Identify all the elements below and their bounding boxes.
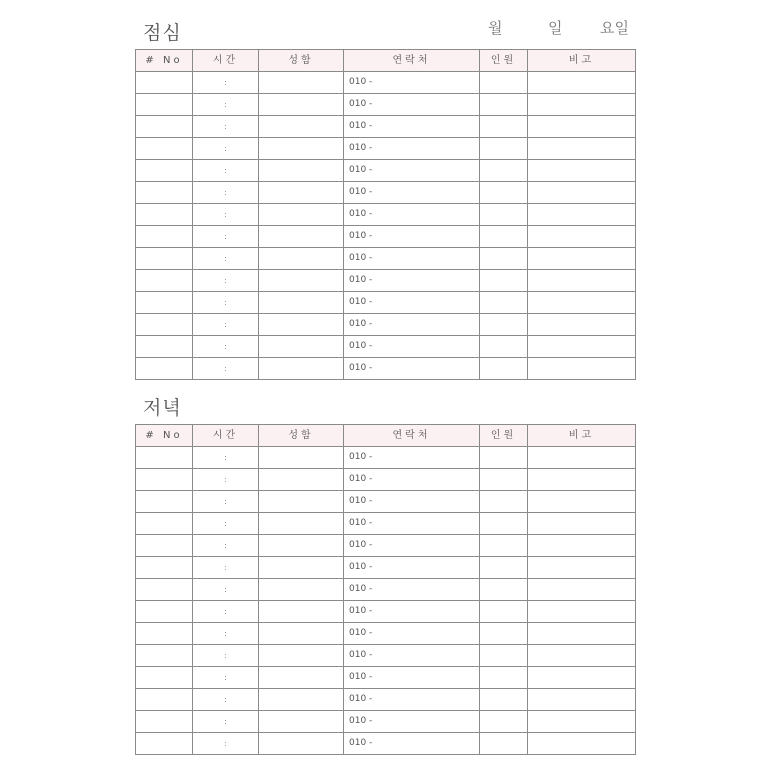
contact-cell[interactable]: 010 - (344, 711, 480, 733)
no-cell[interactable] (136, 226, 193, 248)
time-cell[interactable]: : (193, 336, 259, 358)
party-size-cell[interactable] (480, 557, 528, 579)
notes-cell[interactable] (528, 94, 636, 116)
contact-cell[interactable]: 010 - (344, 94, 480, 116)
time-cell[interactable]: : (193, 270, 259, 292)
lunch-section-title: 점심 (143, 22, 182, 44)
name-cell[interactable] (259, 623, 344, 645)
notes-cell[interactable] (528, 138, 636, 160)
party-size-cell[interactable] (480, 623, 528, 645)
table-row (136, 645, 636, 667)
contact-cell[interactable]: 010 - (344, 645, 480, 667)
table-row (136, 116, 636, 138)
name-cell[interactable] (259, 160, 344, 182)
name-cell[interactable] (259, 248, 344, 270)
party-size-cell[interactable] (480, 94, 528, 116)
time-cell[interactable]: : (193, 623, 259, 645)
no-cell[interactable] (136, 491, 193, 513)
notes-cell[interactable] (528, 579, 636, 601)
notes-cell[interactable] (528, 270, 636, 292)
table-row (136, 579, 636, 601)
contact-cell[interactable]: 010 - (344, 72, 480, 94)
name-cell[interactable] (259, 557, 344, 579)
time-cell[interactable]: : (193, 292, 259, 314)
time-cell[interactable]: : (193, 689, 259, 711)
name-cell[interactable] (259, 94, 344, 116)
no-cell[interactable] (136, 270, 193, 292)
table-row (136, 226, 636, 248)
contact-cell[interactable]: 010 - (344, 160, 480, 182)
time-cell[interactable]: : (193, 645, 259, 667)
no-cell[interactable] (136, 72, 193, 94)
party-size-cell[interactable] (480, 248, 528, 270)
contact-cell[interactable]: 010 - (344, 226, 480, 248)
no-cell[interactable] (136, 469, 193, 491)
notes-cell[interactable] (528, 645, 636, 667)
party-size-cell[interactable] (480, 513, 528, 535)
notes-cell[interactable] (528, 601, 636, 623)
time-cell[interactable]: : (193, 226, 259, 248)
no-cell[interactable] (136, 447, 193, 469)
time-cell[interactable]: : (193, 358, 259, 380)
weekday-label: 요일 (600, 19, 629, 37)
name-cell[interactable] (259, 270, 344, 292)
time-cell[interactable]: : (193, 72, 259, 94)
no-cell[interactable] (136, 116, 193, 138)
party-size-cell[interactable] (480, 336, 528, 358)
no-cell[interactable] (136, 138, 193, 160)
column-header-time: 시간 (193, 425, 259, 447)
name-cell[interactable] (259, 513, 344, 535)
contact-cell[interactable]: 010 - (344, 689, 480, 711)
dinner-section-title: 저녁 (143, 397, 182, 419)
day-label: 일 (548, 19, 563, 37)
no-cell[interactable] (136, 623, 193, 645)
table-row (136, 491, 636, 513)
table-row (136, 204, 636, 226)
notes-cell[interactable] (528, 667, 636, 689)
name-cell[interactable] (259, 535, 344, 557)
time-cell[interactable]: : (193, 469, 259, 491)
table-row (136, 535, 636, 557)
contact-cell[interactable]: 010 - (344, 447, 480, 469)
party-size-cell[interactable] (480, 160, 528, 182)
no-cell[interactable] (136, 601, 193, 623)
time-cell[interactable]: : (193, 138, 259, 160)
dinner-rows (136, 447, 636, 755)
name-cell[interactable] (259, 689, 344, 711)
table-row (136, 292, 636, 314)
notes-cell[interactable] (528, 182, 636, 204)
column-header-time: 시간 (193, 50, 259, 72)
table-row (136, 557, 636, 579)
no-cell[interactable] (136, 557, 193, 579)
contact-cell[interactable]: 010 - (344, 601, 480, 623)
time-cell[interactable]: : (193, 160, 259, 182)
party-size-cell[interactable] (480, 182, 528, 204)
lunch-reservation-table (135, 49, 636, 380)
table-row (136, 623, 636, 645)
contact-cell[interactable]: 010 - (344, 557, 480, 579)
month-label: 월 (488, 19, 503, 37)
no-cell[interactable] (136, 94, 193, 116)
contact-cell[interactable]: 010 - (344, 491, 480, 513)
contact-cell[interactable]: 010 - (344, 270, 480, 292)
contact-cell[interactable]: 010 - (344, 579, 480, 601)
column-header-name: 성함 (259, 50, 344, 72)
name-cell[interactable] (259, 491, 344, 513)
time-cell[interactable]: : (193, 491, 259, 513)
name-cell[interactable] (259, 469, 344, 491)
party-size-cell[interactable] (480, 226, 528, 248)
header-row (136, 50, 636, 72)
column-header-notes: 비고 (528, 425, 636, 447)
lunch-rows (136, 72, 636, 380)
time-cell[interactable]: : (193, 116, 259, 138)
time-cell[interactable]: : (193, 733, 259, 755)
column-header-party-size: 인원 (480, 50, 528, 72)
table-row (136, 248, 636, 270)
party-size-cell[interactable] (480, 535, 528, 557)
time-cell[interactable]: : (193, 579, 259, 601)
name-cell[interactable] (259, 601, 344, 623)
no-cell[interactable] (136, 711, 193, 733)
contact-cell[interactable]: 010 - (344, 535, 480, 557)
table-row (136, 72, 636, 94)
column-header-notes: 비고 (528, 50, 636, 72)
notes-cell[interactable] (528, 513, 636, 535)
name-cell[interactable] (259, 72, 344, 94)
contact-cell[interactable]: 010 - (344, 623, 480, 645)
party-size-cell[interactable] (480, 667, 528, 689)
table-row (136, 733, 636, 755)
party-size-cell[interactable] (480, 689, 528, 711)
table-row (136, 160, 636, 182)
time-cell[interactable]: : (193, 711, 259, 733)
table-row (136, 601, 636, 623)
table-row (136, 336, 636, 358)
contact-cell[interactable]: 010 - (344, 314, 480, 336)
time-cell[interactable]: : (193, 94, 259, 116)
notes-cell[interactable] (528, 358, 636, 380)
no-cell[interactable] (136, 336, 193, 358)
party-size-cell[interactable] (480, 733, 528, 755)
name-cell[interactable] (259, 447, 344, 469)
no-cell[interactable] (136, 667, 193, 689)
column-header-contact: 연락처 (344, 50, 480, 72)
party-size-cell[interactable] (480, 314, 528, 336)
party-size-cell[interactable] (480, 292, 528, 314)
party-size-cell[interactable] (480, 204, 528, 226)
party-size-cell[interactable] (480, 645, 528, 667)
notes-cell[interactable] (528, 447, 636, 469)
name-cell[interactable] (259, 204, 344, 226)
contact-cell[interactable]: 010 - (344, 469, 480, 491)
no-cell[interactable] (136, 733, 193, 755)
name-cell[interactable] (259, 645, 344, 667)
party-size-cell[interactable] (480, 469, 528, 491)
contact-cell[interactable]: 010 - (344, 358, 480, 380)
no-cell[interactable] (136, 248, 193, 270)
table-row (136, 358, 636, 380)
no-cell[interactable] (136, 160, 193, 182)
time-cell[interactable]: : (193, 248, 259, 270)
contact-cell[interactable]: 010 - (344, 292, 480, 314)
time-cell[interactable]: : (193, 557, 259, 579)
party-size-cell[interactable] (480, 447, 528, 469)
contact-cell[interactable]: 010 - (344, 513, 480, 535)
time-cell[interactable]: : (193, 667, 259, 689)
contact-cell[interactable]: 010 - (344, 116, 480, 138)
no-cell[interactable] (136, 579, 193, 601)
party-size-cell[interactable] (480, 579, 528, 601)
notes-cell[interactable] (528, 469, 636, 491)
party-size-cell[interactable] (480, 491, 528, 513)
time-cell[interactable]: : (193, 535, 259, 557)
name-cell[interactable] (259, 711, 344, 733)
contact-cell[interactable]: 010 - (344, 182, 480, 204)
no-cell[interactable] (136, 645, 193, 667)
name-cell[interactable] (259, 138, 344, 160)
notes-cell[interactable] (528, 204, 636, 226)
party-size-cell[interactable] (480, 72, 528, 94)
party-size-cell[interactable] (480, 358, 528, 380)
no-cell[interactable] (136, 689, 193, 711)
name-cell[interactable] (259, 292, 344, 314)
name-cell[interactable] (259, 667, 344, 689)
table-row (136, 138, 636, 160)
contact-cell[interactable]: 010 - (344, 336, 480, 358)
notes-cell[interactable] (528, 557, 636, 579)
table-row (136, 711, 636, 733)
no-cell[interactable] (136, 513, 193, 535)
no-cell[interactable] (136, 204, 193, 226)
name-cell[interactable] (259, 358, 344, 380)
dinner-reservation-table (135, 424, 636, 755)
no-cell[interactable] (136, 314, 193, 336)
time-cell[interactable]: : (193, 314, 259, 336)
no-cell[interactable] (136, 182, 193, 204)
time-cell[interactable]: : (193, 601, 259, 623)
name-cell[interactable] (259, 226, 344, 248)
time-cell[interactable]: : (193, 182, 259, 204)
notes-cell[interactable] (528, 116, 636, 138)
time-cell[interactable]: : (193, 513, 259, 535)
contact-cell[interactable]: 010 - (344, 138, 480, 160)
party-size-cell[interactable] (480, 138, 528, 160)
column-header-party-size: 인원 (480, 425, 528, 447)
name-cell[interactable] (259, 336, 344, 358)
notes-cell[interactable] (528, 72, 636, 94)
notes-cell[interactable] (528, 336, 636, 358)
contact-cell[interactable]: 010 - (344, 733, 480, 755)
party-size-cell[interactable] (480, 116, 528, 138)
time-cell[interactable]: : (193, 447, 259, 469)
table-row (136, 314, 636, 336)
notes-cell[interactable] (528, 689, 636, 711)
table-row (136, 513, 636, 535)
column-header-no: # No (136, 50, 193, 72)
notes-cell[interactable] (528, 314, 636, 336)
notes-cell[interactable] (528, 160, 636, 182)
table-row (136, 689, 636, 711)
name-cell[interactable] (259, 314, 344, 336)
table-row (136, 270, 636, 292)
time-cell[interactable]: : (193, 204, 259, 226)
column-header-name: 성함 (259, 425, 344, 447)
party-size-cell[interactable] (480, 270, 528, 292)
no-cell[interactable] (136, 358, 193, 380)
notes-cell[interactable] (528, 535, 636, 557)
name-cell[interactable] (259, 579, 344, 601)
party-size-cell[interactable] (480, 601, 528, 623)
notes-cell[interactable] (528, 292, 636, 314)
name-cell[interactable] (259, 733, 344, 755)
table-row (136, 182, 636, 204)
contact-cell[interactable]: 010 - (344, 204, 480, 226)
name-cell[interactable] (259, 182, 344, 204)
notes-cell[interactable] (528, 623, 636, 645)
notes-cell[interactable] (528, 711, 636, 733)
table-row (136, 667, 636, 689)
notes-cell[interactable] (528, 248, 636, 270)
party-size-cell[interactable] (480, 711, 528, 733)
table-row (136, 94, 636, 116)
column-header-no: # No (136, 425, 193, 447)
name-cell[interactable] (259, 116, 344, 138)
contact-cell[interactable]: 010 - (344, 248, 480, 270)
notes-cell[interactable] (528, 733, 636, 755)
contact-cell[interactable]: 010 - (344, 667, 480, 689)
no-cell[interactable] (136, 535, 193, 557)
column-header-contact: 연락처 (344, 425, 480, 447)
notes-cell[interactable] (528, 491, 636, 513)
no-cell[interactable] (136, 292, 193, 314)
table-row (136, 469, 636, 491)
table-row (136, 447, 636, 469)
header-row (136, 425, 636, 447)
notes-cell[interactable] (528, 226, 636, 248)
